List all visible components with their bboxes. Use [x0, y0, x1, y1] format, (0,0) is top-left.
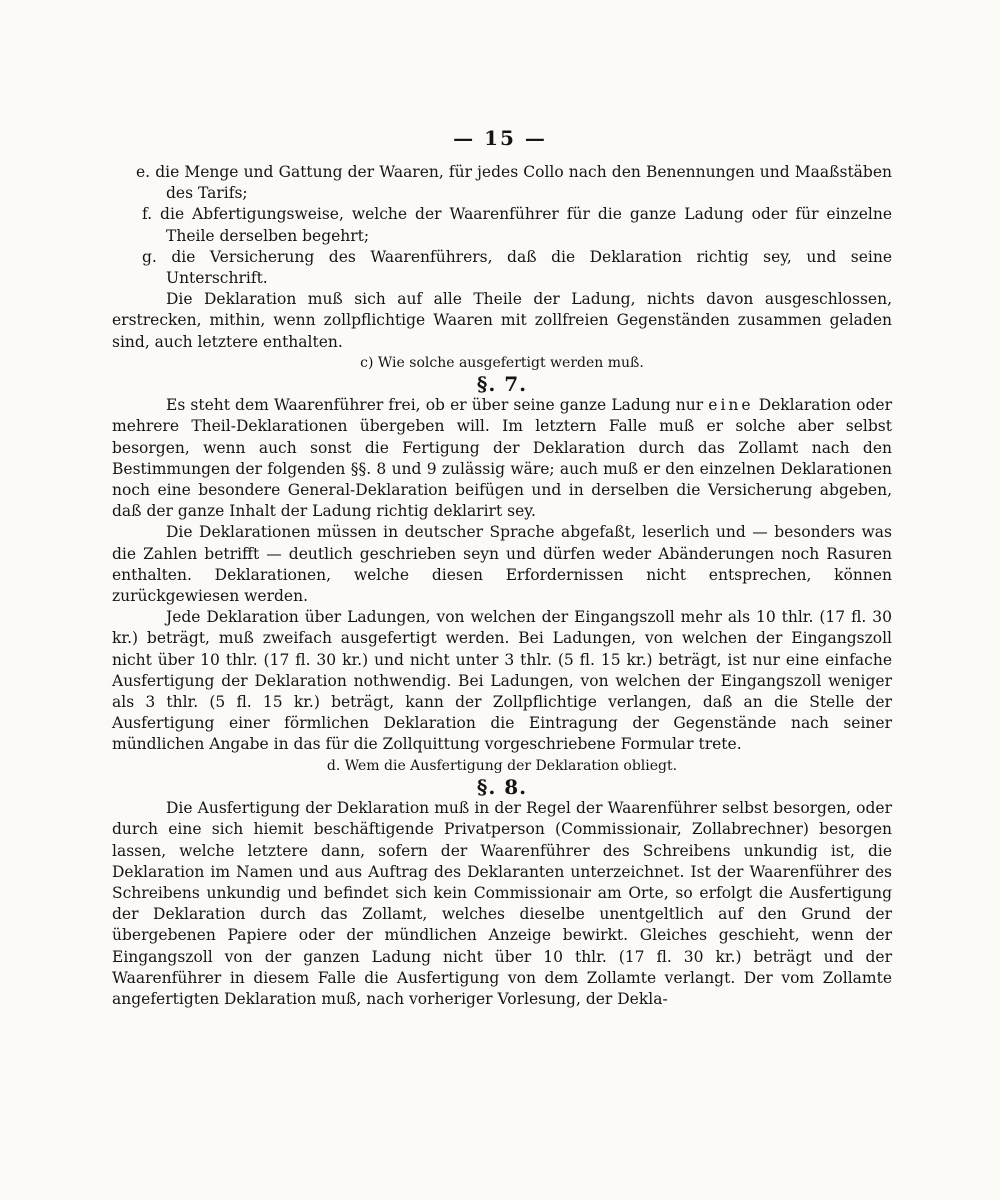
paragraph-section-7-part-1: Es steht dem Waarenführer frei, ob er über seine ganze Ladung nur	[166, 396, 709, 415]
page-number: — 15 —	[453, 126, 547, 150]
paragraph-section-7-part-2: Deklaration oder mehrere Theil-Deklarationen übergeben will. Im letztern Falle muß er solche aber selbst besorgen, wenn auch sonst die Fertigung der Deklaration durch das Zollamt nach den Bestimmungen der folgenden §§. 8 und 9 zulässig wäre; auch muß er den einzelnen Deklarationen noch eine besondere General-Deklaration beifügen und in derselben die Versicherung abgeben, daß der ganze Inhalt der Ladung richtig deklarirt sey.	[112, 396, 892, 521]
page-text	[112, 162, 892, 1010]
subheading-c: c) Wie solche ausgefertigt werden muß.	[360, 354, 644, 371]
emphasis-eine: eine	[708, 396, 754, 415]
paragraph-declaration-scope: Die Deklaration muß sich auf alle Theile der Ladung, nichts davon ausgeschlossen, erstrecken, mithin, wenn zollpflichtige Waaren mit zollfreien Gegenständen zusammen geladen sind, auch letztere enthalten.	[112, 290, 892, 351]
section-heading-8: §. 8.	[476, 774, 528, 799]
paragraph-section-8: Die Ausfertigung der Deklaration muß in der Regel der Waarenführer selbst besorgen, oder durch eine sich hiemit beschäftigende Privatperson (Commissionair, Zollabrechner) besorgen lassen, welche letztere dann, sofern der Waarenführer des Schreibens unkundig ist, die Deklaration im Namen und aus Auftrag des Deklaranten unterzeichnet. Ist der Waarenführer des Schreibens unkundig und befindet sich kein Commissionair am Orte, so erfolgt die Ausfertigung der Deklaration durch das Zollamt, welches dieselbe unentgeltlich auf den Grund der übergebenen Papiere oder der mündlichen Anzeige bewirkt. Gleiches geschieht, wenn der Eingangszoll von der ganzen Ladung nicht über 10 thlr. (17 fl. 30 kr.) beträgt und der Waarenführer in diesem Falle die Ausfertigung von dem Zollamte verlangt. Der vom Zollamte angefertigten Deklaration muß, nach vorheriger Vorlesung, der Dekla-	[112, 799, 892, 1008]
paragraph-section-7	[112, 395, 892, 522]
list-item-e: e. die Menge und Gattung der Waaren, für jedes Collo nach den Benennungen und Maaßstäben des Tarifs;	[136, 163, 892, 203]
paragraph-copies: Jede Deklaration über Ladungen, von welchen der Eingangszoll mehr als 10 thlr. (17 fl. 30 kr.) beträgt, muß zweifach ausgefertigt werden. Bei Ladungen, von welchen der Eingangszoll nicht über 10 thlr. (17 fl. 30 kr.) und nicht unter 3 thlr. (5 fl. 15 kr.) beträgt, ist nur eine einfache Ausfertigung der Deklaration nothwendig. Bei Ladungen, von welchen der Eingangszoll weniger als 3 thlr. (5 fl. 15 kr.) beträgt, kann der Zollpflichtige verlangen, daß an die Stelle der Ausfertigung einer förmlichen Deklaration die Eintragung der Gegenstände nach seiner mündlichen Angabe in das für die Zollquittung vorgeschriebene Formular trete.	[112, 608, 892, 754]
list-item-g: g. die Versicherung des Waarenführers, daß die Deklaration richtig sey, und seine Unterschrift.	[142, 247, 892, 288]
section-heading-7: §. 7.	[476, 372, 528, 397]
subheading-d: d. Wem die Ausfertigung der Deklaration obliegt.	[326, 757, 678, 774]
list-item-f: f. die Abfertigungsweise, welche der Waarenführer für die ganze Ladung oder für einzelne Theile derselben begehrt;	[142, 205, 892, 245]
paragraph-language: Die Deklarationen müssen in deutscher Sprache abgefaßt, leserlich und — besonders was die Zahlen betrifft — deutlich geschrieben seyn und dürfen weder Abänderungen noch Rasuren enthalten. Deklarationen, welche diesen Erfordernissen nicht entsprechen, können zurückgewiesen werden.	[112, 523, 892, 606]
